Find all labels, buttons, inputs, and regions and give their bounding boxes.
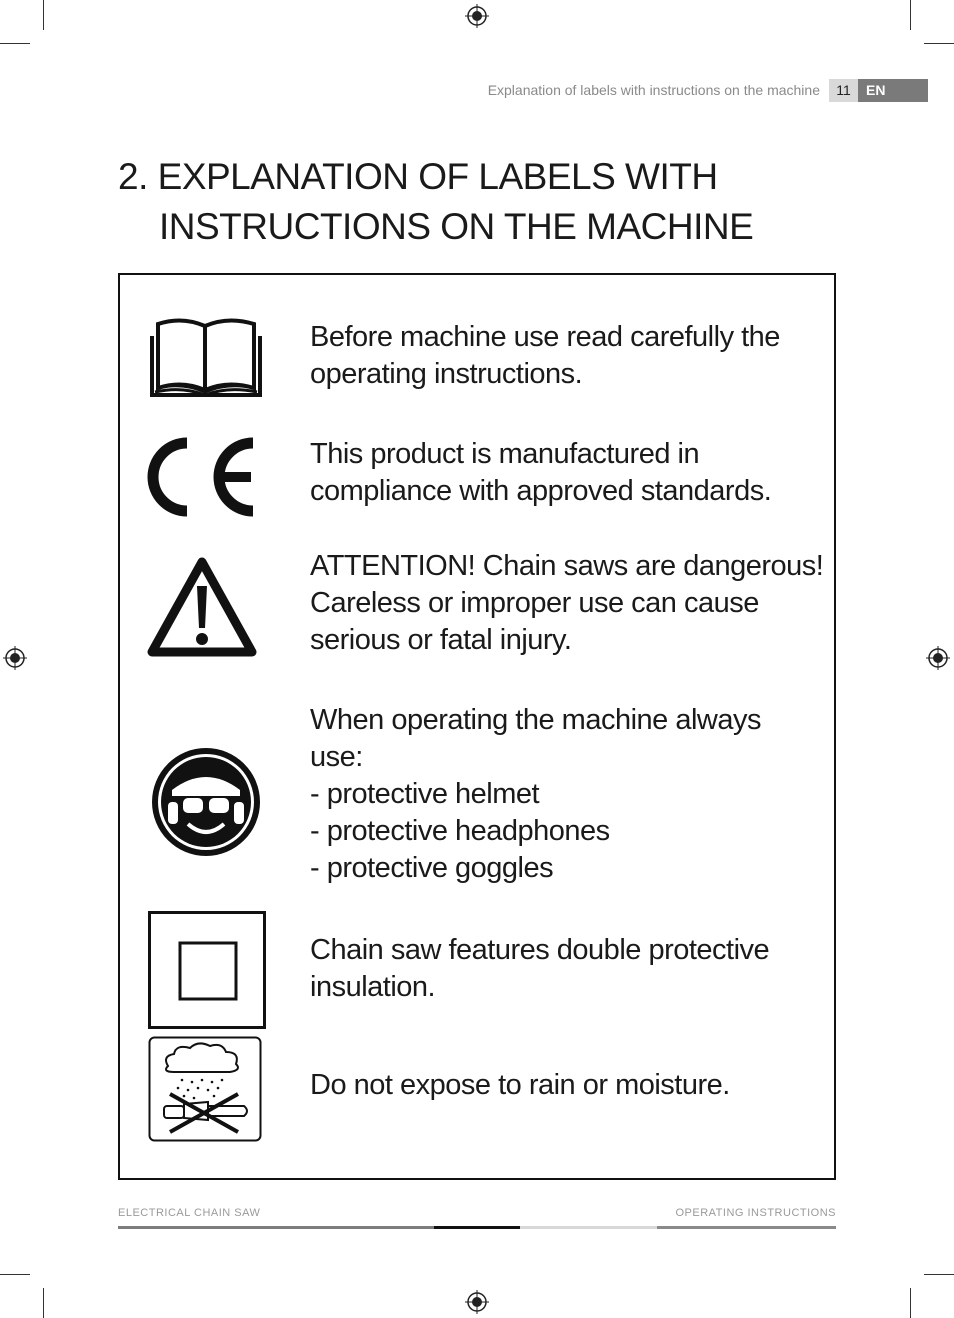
footer-rule-segment: [657, 1226, 836, 1229]
footer-rule-segment: [520, 1226, 657, 1229]
label-description-read-manual: Before machine use read carefully the operating instructions.: [310, 321, 780, 390]
crop-mark: [910, 0, 911, 30]
warning-triangle-icon: [146, 556, 258, 660]
registration-mark-icon: [3, 646, 27, 670]
footer-product-name: ELECTRICAL CHAIN SAW: [118, 1207, 261, 1219]
no-rain-icon: [148, 1036, 262, 1142]
label-description-double-insulation: Chain saw features double protective insulation.: [310, 934, 770, 1003]
crop-mark: [924, 1274, 954, 1275]
book-icon: [148, 316, 264, 398]
double-insulation-icon: [148, 911, 266, 1029]
running-header-title: Explanation of labels with instructions on the machine: [487, 82, 820, 98]
crop-mark: [43, 0, 44, 30]
label-description-ce-compliance: This product is manufactured in compliance with approved standards.: [310, 438, 772, 507]
crop-mark: [0, 1274, 30, 1275]
crop-mark: [0, 43, 30, 44]
ce-mark-icon: [147, 436, 259, 518]
label-description-no-rain: Do not expose to rain or moisture.: [310, 1069, 730, 1101]
page-title-line-1: 2. EXPLANATION OF LABELS WITH: [118, 156, 718, 197]
language-badge: EN: [858, 79, 928, 102]
crop-mark: [43, 1288, 44, 1318]
registration-mark-icon: [926, 646, 950, 670]
footer-rule-segment: [434, 1226, 520, 1229]
crop-mark: [924, 43, 954, 44]
footer-document-type: OPERATING INSTRUCTIONS: [675, 1207, 836, 1219]
footer-rule-segment: [118, 1226, 434, 1229]
page-number: 11: [829, 79, 858, 102]
label-description-protective-equipment: When operating the machine always use: - protective helmet - protective headphones - protective goggles: [310, 704, 761, 884]
registration-mark-icon: [465, 4, 489, 28]
page-title: [118, 152, 753, 252]
label-description-danger-warning: ATTENTION! Chain saws are dangerous! Careless or improper use can cause serious or fatal injury.: [310, 550, 824, 656]
protective-gear-icon: [150, 746, 262, 858]
page-title-line-2: INSTRUCTIONS ON THE MACHINE: [159, 206, 754, 247]
registration-mark-icon: [465, 1290, 489, 1314]
crop-mark: [910, 1288, 911, 1318]
